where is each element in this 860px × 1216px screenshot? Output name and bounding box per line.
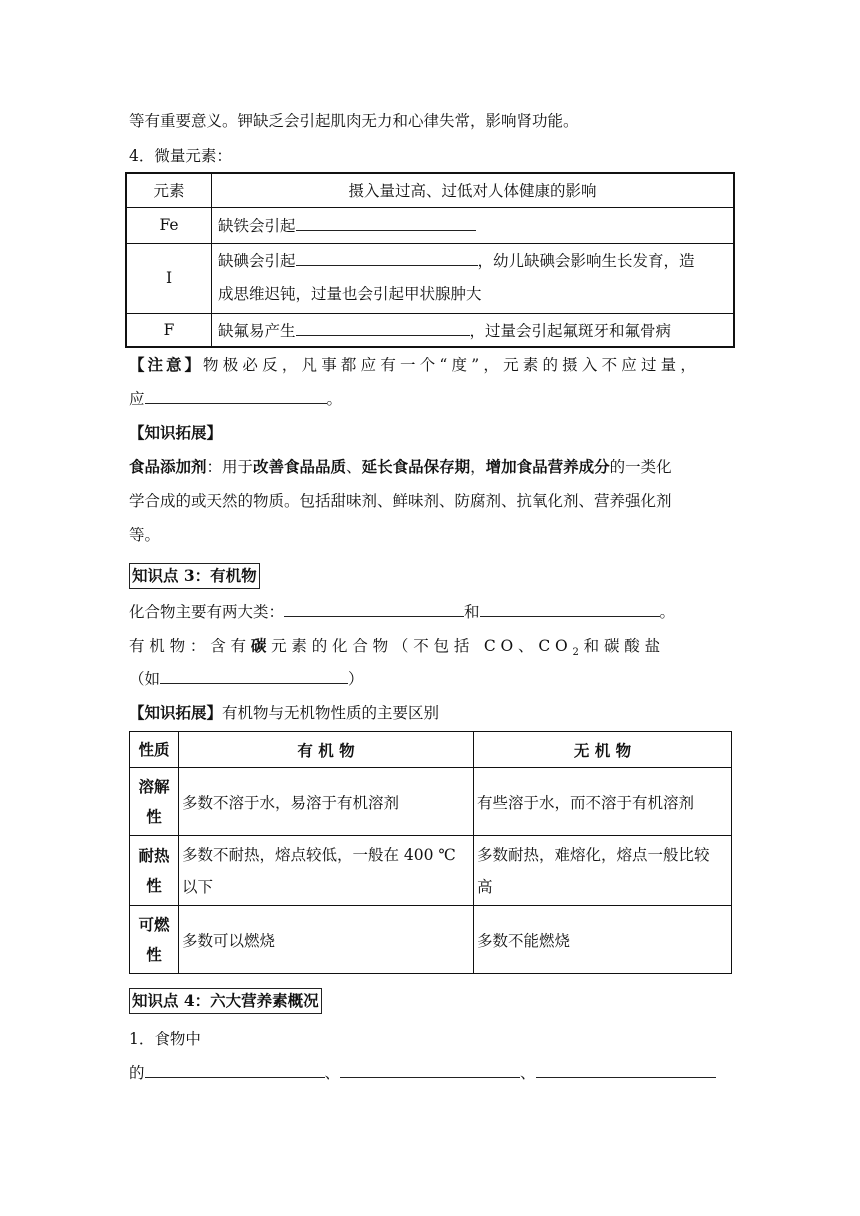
intro-text: 等有重要意义。钾缺乏会引起肌肉无力和心律失常，影响肾功能。 (129, 112, 579, 130)
food-line-2: 的 、 、 (129, 1062, 716, 1084)
answer-blank[interactable] (145, 1063, 325, 1078)
answer-blank[interactable] (296, 216, 476, 231)
organic-example-line: （如 ） (129, 670, 364, 688)
table-row (130, 768, 732, 836)
kp4-heading: 知识点 4：六大营养素概况 (129, 988, 322, 1014)
answer-blank[interactable] (480, 602, 660, 617)
table-row (130, 836, 732, 906)
inorganic-flammability: 多数不能燃烧 (474, 906, 732, 974)
table-header-row (126, 173, 734, 207)
table-header-row (130, 732, 732, 768)
food-line-1: 1．食物中 (129, 1030, 201, 1048)
inorganic-heat: 多数耐热，难熔化，熔点一般比较 高 (474, 836, 732, 906)
header-property: 性质 (130, 732, 179, 768)
answer-blank[interactable] (160, 669, 348, 684)
organic-inorganic-table (129, 731, 732, 974)
organic-flammability: 多数可以燃烧 (179, 906, 474, 974)
element-fe: Fe (126, 207, 212, 243)
answer-blank[interactable] (340, 1063, 520, 1078)
header-inorganic: 无 机 物 (474, 732, 732, 768)
knowledge-ext-2: 【知识拓展】有机物与无机物性质的主要区别 (129, 703, 440, 722)
food-additive-line: 食品添加剂：用于改善食品品质、延长食品保存期，增加食品营养成分的一类化 (129, 457, 672, 476)
organic-solubility: 多数不溶于水，易溶于有机溶剂 (179, 768, 474, 836)
trace-elements-heading: 4．微量元素： (129, 147, 232, 165)
organic-heat: 多数不耐热，熔点较低，一般在 400 ℃ 以下 (179, 836, 474, 906)
trace-elements-table (125, 172, 735, 348)
note-continuation: 应 。 (129, 390, 343, 408)
property-solubility: 溶解 性 (130, 768, 179, 836)
answer-blank[interactable] (536, 1063, 716, 1078)
effect-fe: 缺铁会引起 (212, 207, 735, 243)
element-f: F (126, 313, 212, 347)
table-row (126, 313, 734, 347)
inorganic-solubility: 有些溶于水，而不溶于有机溶剂 (474, 768, 732, 836)
table-row (130, 906, 732, 974)
answer-blank[interactable] (284, 602, 464, 617)
property-heat: 耐热 性 (130, 836, 179, 906)
header-element: 元素 (126, 173, 212, 207)
effect-i: 缺碘会引起 ，幼儿缺碘会影响生长发育，造 成思维迟钝，过量也会引起甲状腺肿大 (212, 243, 735, 313)
table-row (126, 207, 734, 243)
note-line: 【注意】物极必反，凡事都应有一个“度”，元素的摄入不应过量， (129, 355, 701, 374)
header-effect: 摄入量过高、过低对人体健康的影响 (212, 173, 735, 207)
answer-blank[interactable] (145, 389, 327, 404)
kp3-heading: 知识点 3：有机物 (129, 563, 260, 589)
food-additive-line-3: 等。 (129, 526, 161, 544)
answer-blank[interactable] (296, 321, 470, 336)
compound-classes-line: 化合物主要有两大类： 和 。 (129, 603, 676, 621)
property-flammability: 可燃 性 (130, 906, 179, 974)
food-additive-line-2: 学合成的或天然的物质。包括甜味剂、鲜味剂、防腐剂、抗氧化剂、营养强化剂 (129, 492, 672, 510)
element-i: I (126, 243, 212, 313)
answer-blank[interactable] (296, 251, 478, 266)
knowledge-ext-label: 【知识拓展】 (129, 423, 223, 442)
effect-f: 缺氟易产生 ，过量会引起氟斑牙和氟骨病 (212, 313, 735, 347)
header-organic: 有 机 物 (179, 732, 474, 768)
table-row (126, 243, 734, 313)
organic-definition: 有机物：含有碳元素的化合物（不包括 CO、$CO_2$和碳酸盐 (129, 636, 665, 659)
